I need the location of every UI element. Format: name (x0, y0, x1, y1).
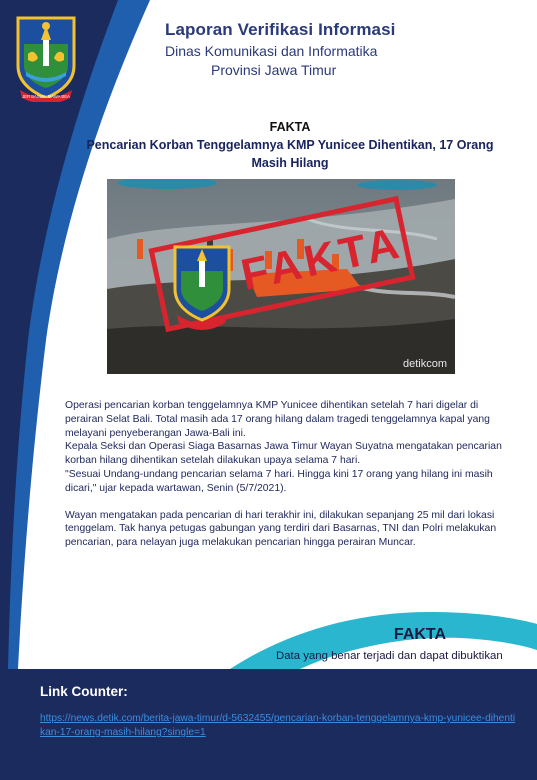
beach-rescue-photo (107, 179, 455, 374)
paragraph-2: Kepala Seksi dan Operasi Siaga Basarnas Jawa Timur Wayan Suyatna mengatakan pencarian korban hilang dihentikan setelah dilakukan upaya selama 7 hari. (65, 441, 502, 467)
news-photo (107, 179, 455, 374)
logo-motto: JER BASUKI MAWA BEA (22, 94, 70, 99)
paragraph-4: Wayan mengatakan pada pencarian di hari terakhir ini, dilakukan sepanjang 25 mil dari lokasi tenggelam. Tak hanya petugas gabungan yang terdiri dari Basarnas, TNI dan Polri melakukan pencarian, para nelayan juga melakukan pencarian hingga perairan Muncar. (65, 509, 497, 549)
report-title: Laporan Verifikasi Informasi (165, 20, 396, 39)
stamp-text: FAKTA (236, 218, 407, 301)
article-body (65, 399, 505, 550)
paragraph-1: Operasi pencarian korban tenggelamnya KMP Yunicee dihentikan setelah 7 hari digelar di perairan Selat Bali. Total masih ada 17 orang hilang dalam tragedi tenggelamnya kapal yang melayani penyeberangan Jawa-Bali ini. (65, 400, 490, 439)
agency-name: Dinas Komunikasi dan Informatika (165, 43, 378, 59)
paragraph-3: "Sesuai Undang-undang pencarian selama 7 hari. Hingga kini 17 orang yang hilang ini masih dicari," ujar kepada wartawan, Senin (5/7/2021). (65, 468, 493, 494)
report-header (165, 20, 525, 78)
footer-verdict-definition: Data yang benar terjadi dan dapat dibuktikan (276, 650, 503, 662)
verdict-label: FAKTA (269, 120, 311, 134)
coat-of-arms-icon (14, 14, 78, 102)
article-heading (80, 120, 500, 172)
source-link[interactable]: https://news.detik.com/berita-jawa-timur/d-5632455/pencarian-korban-tenggelamnya-kmp-yunicee-dihentikan-17-orang-masih-hilang?single=1 (40, 713, 516, 738)
province-name: Provinsi Jawa Timur (211, 62, 337, 78)
article-title: Pencarian Korban Tenggelamnya KMP Yunicee Dihentikan, 17 Orang Masih Hilang (86, 138, 494, 170)
photo-watermark: detikcom (402, 358, 447, 370)
link-counter-label: Link Counter: (40, 684, 128, 699)
east-java-logo (14, 14, 78, 102)
footer-verdict-label: FAKTA (393, 626, 447, 643)
